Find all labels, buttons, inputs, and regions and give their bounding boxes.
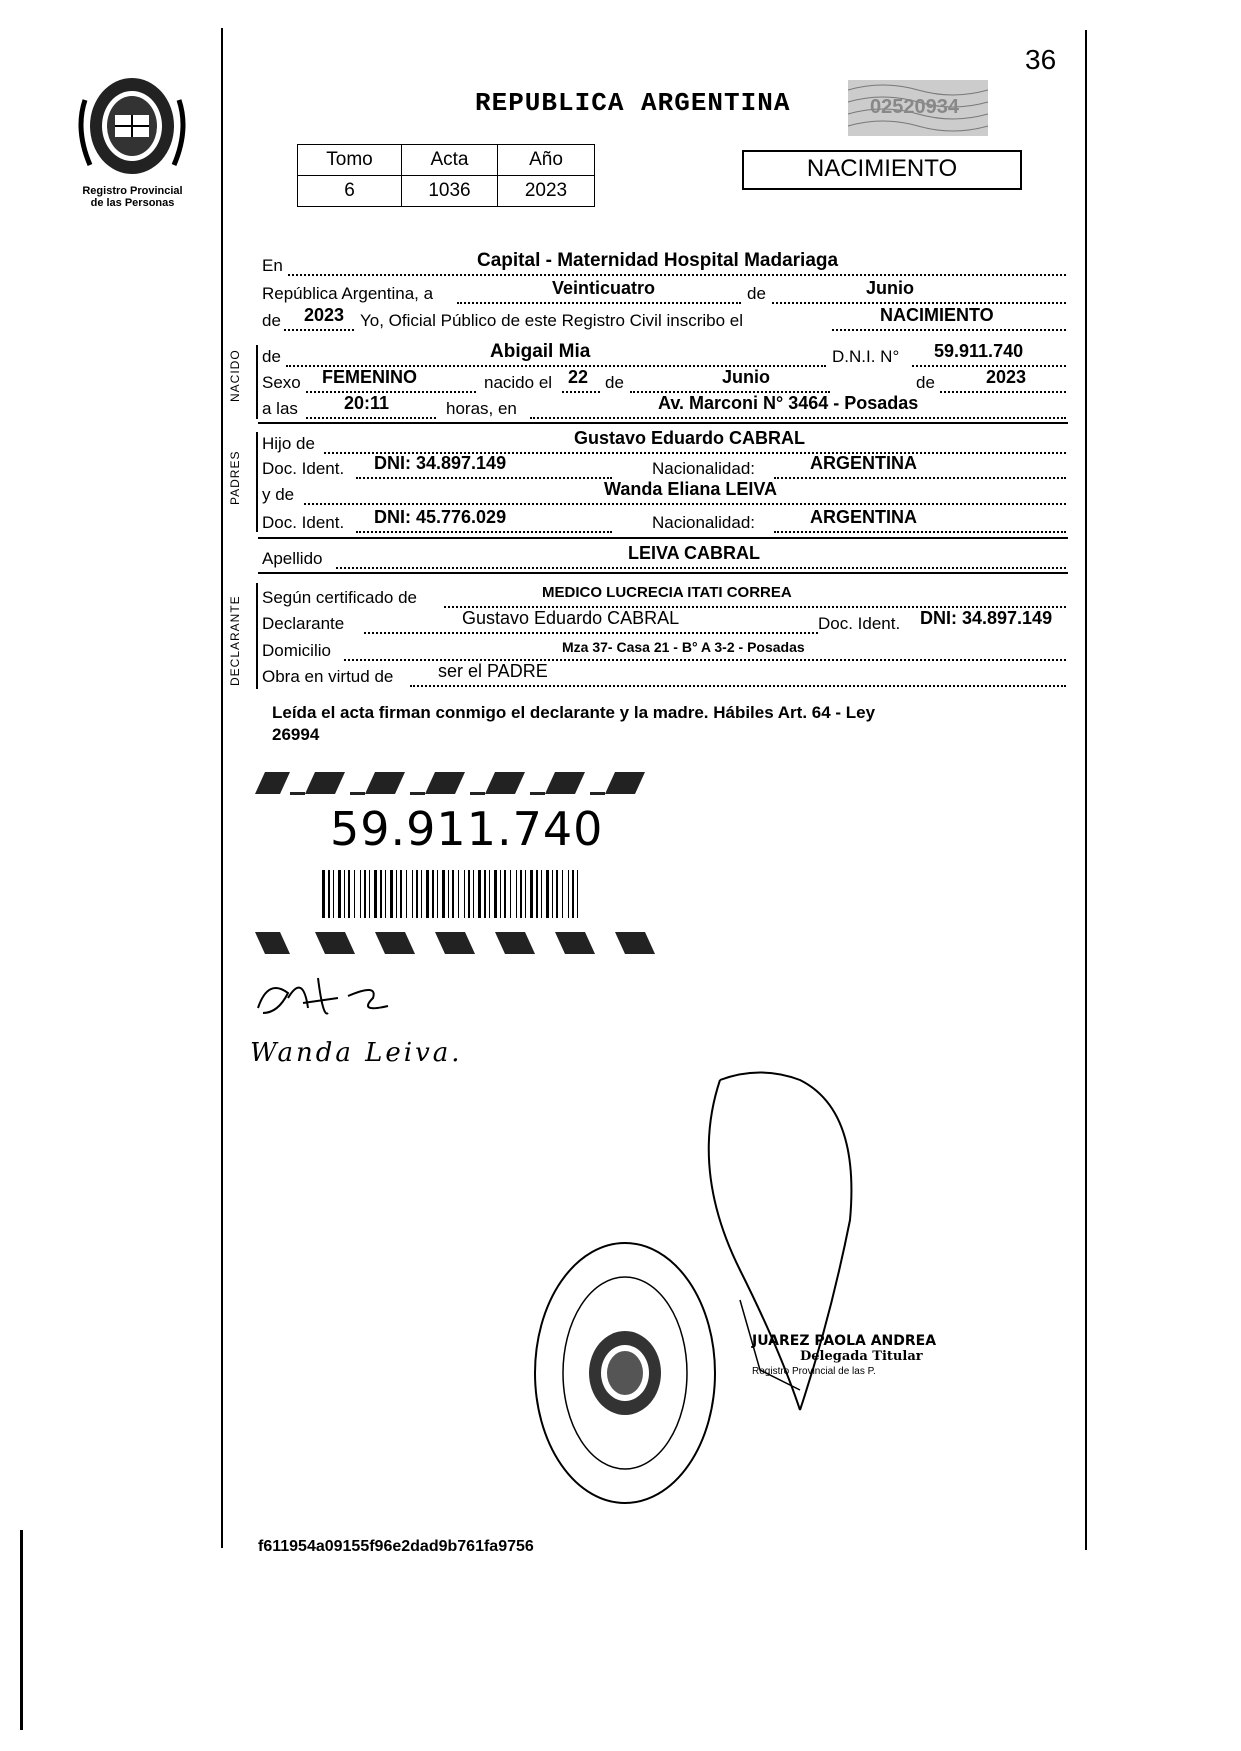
anio-nac-value: 2023 (986, 367, 1027, 387)
note-line-1: Leída el acta firman conmigo el declarante y la madre. Hábiles Art. 64 - Ley (272, 703, 876, 722)
dni-value: 59.911.740 (934, 341, 1024, 361)
mes-nac-value: Junio (722, 367, 770, 387)
nacionalidad-madre-label: Nacionalidad: (652, 513, 756, 532)
note-line-2: 26994 (272, 725, 320, 744)
declarante-value: Gustavo Eduardo CABRAL (462, 608, 680, 628)
republica-label: República Argentina, a (262, 284, 434, 303)
row-sexo (262, 369, 1066, 395)
declarante-doc-value: DNI: 34.897.149 (920, 608, 1053, 628)
official-seal (530, 1238, 720, 1508)
provincial-seal-icon (75, 70, 190, 180)
de-anio-label: de (262, 311, 281, 330)
certificado-label: Según certificado de (262, 588, 417, 607)
dia-nac-value: 22 (568, 367, 589, 387)
declarante-label: Declarante (262, 614, 345, 633)
apellido-label: Apellido (262, 549, 323, 568)
madre-value: Wanda Eliana LEIVA (604, 479, 778, 499)
mes-value: Junio (866, 278, 914, 298)
decorative-band-top-icon (250, 764, 700, 800)
section-separator-apellido (258, 572, 1068, 574)
obra-value: ser el PADRE (438, 661, 548, 681)
doc-ident-label: Doc. Ident. (262, 459, 345, 478)
row-certificado (262, 584, 1066, 610)
declarante-signature-icon (248, 968, 408, 1028)
madre-nac-value: ARGENTINA (810, 507, 917, 527)
official-seal-ring-icon (530, 1238, 720, 1508)
de-nombre-label: de (262, 347, 281, 366)
oficial-text: Yo, Oficial Público de este Registro Civil inscribo el (360, 311, 743, 330)
row-fecha-inscripcion (262, 280, 1066, 306)
logo-caption-line1: Registro Provincial (82, 185, 183, 197)
a-las-label: a las (262, 399, 298, 418)
barcode-block (250, 764, 700, 964)
dni-label: D.N.I. N° (832, 347, 900, 366)
official-name: JUAREZ PAOLA ANDREA (752, 1333, 937, 1349)
padre-doc-value: DNI: 34.897.149 (374, 453, 507, 473)
side-label-declarante: DECLARANTE (228, 595, 242, 686)
doc-ident-madre-label: Doc. Ident. (262, 513, 345, 532)
sexo-label: Sexo (262, 373, 301, 392)
bracket-nacido (256, 345, 258, 419)
row-nombre (262, 343, 1066, 369)
row-madre (262, 481, 1066, 507)
padre-nac-value: ARGENTINA (810, 453, 917, 473)
side-label-padres: PADRES (228, 450, 242, 505)
padre-value: Gustavo Eduardo CABRAL (574, 428, 806, 448)
nacionalidad-label: Nacionalidad: (652, 459, 756, 478)
row-apellido (262, 545, 1066, 571)
domicilio-label: Domicilio (262, 641, 331, 660)
hora-value: 20:11 (344, 393, 390, 413)
dia-texto-value: Veinticuatro (552, 278, 656, 298)
anio-value: 2023 (498, 176, 595, 207)
madre-doc-value: DNI: 45.776.029 (374, 507, 507, 527)
official-org: Registro Provincial de las P. (752, 1366, 876, 1377)
bracket-padres (256, 432, 258, 532)
row-oficial (262, 307, 1066, 333)
row-declarante (262, 610, 1066, 636)
acta-value: 1036 (402, 176, 498, 207)
record-type-box: NACIMIENTO (742, 150, 1022, 190)
anio-inscripcion-value: 2023 (304, 305, 345, 325)
row-hora-lugar (262, 395, 1066, 421)
row-madre-doc (262, 509, 1066, 535)
tipo-value: NACIMIENTO (880, 305, 994, 325)
acta-note (272, 702, 1062, 746)
lugar-nac-value: Av. Marconi N° 3464 - Posadas (658, 393, 919, 413)
security-stamp (848, 80, 988, 136)
horas-en-label: horas, en (446, 399, 517, 418)
de-label: de (747, 284, 766, 303)
row-obra (262, 663, 1066, 689)
registro-logo (75, 70, 190, 209)
nombre-value: Abigail Mia (490, 341, 591, 362)
stamp-code: 02520934 (870, 96, 959, 118)
official-title: Delegada Titular (800, 1349, 923, 1364)
sexo-value: FEMENINO (322, 367, 418, 387)
right-margin-line (1085, 30, 1087, 1550)
acta-header: Acta (402, 145, 498, 176)
tomo-header: Tomo (298, 145, 402, 176)
declarante-doc-label: Doc. Ident. (818, 614, 901, 633)
section-separator-nacido (258, 422, 1068, 424)
decorative-band-bottom-icon (250, 924, 700, 960)
row-domicilio (262, 637, 1066, 663)
barcode-number: 59.911.740 (330, 802, 604, 856)
document-title: REPUBLICA ARGENTINA (475, 88, 791, 118)
anio-header: Año (498, 145, 595, 176)
row-padre-doc (262, 455, 1066, 481)
apellido-value: LEIVA CABRAL (628, 543, 760, 563)
de-nac-label: de (605, 373, 624, 392)
tomo-acta-anio-table (297, 144, 595, 207)
domicilio-value: Mza 37- Casa 21 - B° A 3-2 - Posadas (562, 639, 805, 655)
document-hash: f611954a09155f96e2dad9b761fa9756 (258, 1538, 534, 1555)
left-margin-line (221, 28, 223, 1548)
scan-edge-line (20, 1530, 23, 1730)
bracket-declarante (256, 583, 258, 689)
page-number: 36 (1025, 44, 1057, 75)
section-separator-padres (258, 537, 1068, 539)
en-label: En (262, 256, 283, 275)
side-label-nacido: NACIDO (228, 349, 242, 402)
row-lugar (262, 252, 1066, 278)
logo-caption-line2: de las Personas (90, 197, 175, 209)
y-de-label: y de (262, 485, 295, 504)
barcode-bars-icon (322, 870, 582, 918)
nacido-label: nacido el (484, 373, 553, 392)
madre-handwritten-signature: Wanda Leiva. (250, 1038, 463, 1068)
de-anio-nac-label: de (916, 373, 935, 392)
hijo-de-label: Hijo de (262, 434, 315, 453)
obra-label: Obra en virtud de (262, 667, 394, 686)
certificado-value: MEDICO LUCRECIA ITATI CORREA (542, 584, 792, 601)
official-block (752, 1333, 936, 1377)
lugar-value: Capital - Maternidad Hospital Madariaga (477, 250, 839, 271)
tomo-value: 6 (298, 176, 402, 207)
